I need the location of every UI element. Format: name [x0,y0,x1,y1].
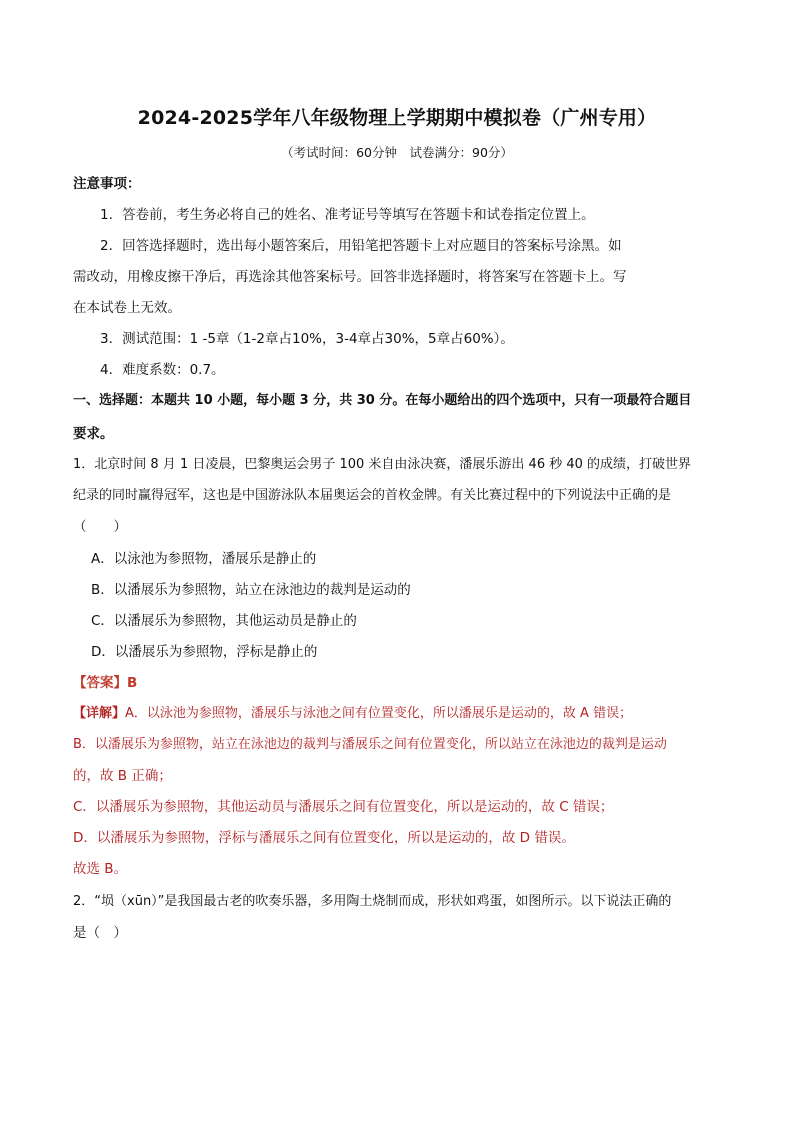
detail-line [73,705,632,723]
section-heading: 一、选择题：本题共 10 小题，每小题 3 分，共 30 分。在每小题给出的四个选项中，只有一项最符合题目 [73,393,692,408]
section-heading-continued: 要求。 [73,426,114,442]
notice-item-continued: 需改动，用橡皮擦干净后，再选涂其他答案标号。回答非选择题时，将答案写在答题卡上。写 [73,269,627,285]
question-stem: 2．“埙（xūn）”是我国最古老的吹奏乐器，多用陶土烧制而成，形状如鸡蛋，如图所示。以下说法正确的 [73,894,672,909]
exam-info: （考试时间：60分钟 试卷满分：90分） [281,145,513,160]
option-b: B．以潘展乐为参照物，站立在泳池边的裁判是运动的 [91,582,411,598]
question-stem: 1．北京时间 8 月 1 日凌晨，巴黎奥运会男子 100 米自由泳决赛，潘展乐游出 46 秒 40 的成绩，打破世界 [73,457,692,472]
option-a: A．以泳池为参照物，潘展乐是静止的 [91,551,317,567]
notice-item: 2．回答选择题时，选出每小题答案后，用铅笔把答题卡上对应题目的答案标号涂黑。如 [100,238,622,254]
notice-item: 4．难度系数：0.7。 [100,362,225,378]
question-stem: 纪录的同时赢得冠军，这也是中国游泳队本届奥运会的首枚金牌。有关比赛过程中的下列说法中正确的是 [73,488,672,503]
page-title: 2024-2025学年八年级物理上学期期中模拟卷（广州专用） [137,107,657,129]
answer-line [73,674,137,692]
notice-item-continued: 在本试卷上无效。 [73,300,181,316]
option-c: C．以潘展乐为参照物，其他运动员是静止的 [91,613,357,629]
detail-line: 的，故 B 正确； [73,768,172,784]
answer-blank: （ ） [73,519,127,535]
question-stem: 是（ ） [73,925,127,941]
notice-item: 3．测试范围：1 -5章（1-2章占10%，3-4章占30%，5章占60%）。 [100,331,514,347]
detail-line: D．以潘展乐为参照物，浮标与潘展乐之间有位置变化，所以是运动的，故 D 错误。 [73,830,575,846]
detail-text: A．以泳池为参照物，潘展乐与泳池之间有位置变化，所以潘展乐是运动的，故 A 错误； [125,706,633,721]
detail-line: B．以潘展乐为参照物，站立在泳池边的裁判与潘展乐之间有位置变化，所以站立在泳池边的裁判是运动 [73,737,667,752]
notice-heading: 注意事项： [73,176,141,192]
detail-line: C．以潘展乐为参照物，其他运动员与潘展乐之间有位置变化，所以是运动的，故 C 错误； [73,799,614,815]
notice-item: 1．答卷前，考生务必将自己的姓名、准考证号等填写在答题卡和试卷指定位置上。 [100,207,595,223]
detail-line: 故选 B。 [73,861,128,877]
detail-label: 【详解】 [73,706,126,721]
answer-value: B [127,675,138,691]
answer-label: 【答案】 [73,675,127,691]
option-d: D．以潘展乐为参照物，浮标是静止的 [91,644,318,660]
